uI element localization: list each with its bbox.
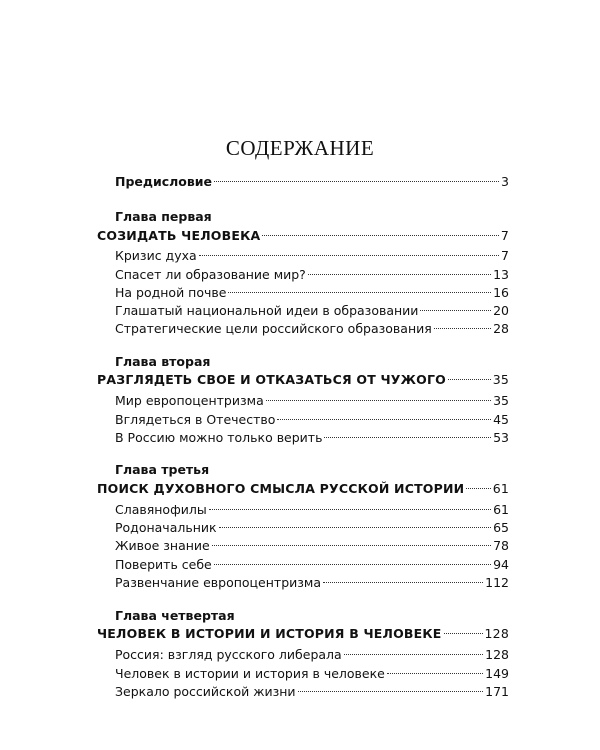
toc-entry-page: 7 [501,248,509,263]
toc-entry-section[interactable] [115,265,509,285]
chapter-title: РАЗГЛЯДЕТЬ СВОЕ И ОТКАЗАТЬСЯ ОТ ЧУЖОГО [97,372,446,387]
toc-entry-page: 112 [485,575,509,590]
toc-entry-section[interactable] [115,555,509,575]
dot-leader [266,400,491,401]
toc-entry-page: 149 [485,666,509,681]
toc-entry-label: Стратегические цели российского образования [115,321,432,336]
toc-entry-section[interactable] [115,428,509,448]
toc-entry-page: 35 [492,372,509,387]
dot-leader [219,527,492,528]
toc-entry-label: Глашатый национальной идеи в образовании [115,303,419,318]
page-title: СОДЕРЖАНИЕ [225,136,375,160]
dot-leader [277,419,491,420]
toc-entry-page: 16 [493,285,509,300]
toc-entry-page: 7 [500,228,509,243]
dot-leader [214,181,499,182]
toc-entry-page: 78 [493,538,509,553]
toc-entry-section[interactable] [115,319,509,339]
toc-entry-section[interactable] [115,391,509,411]
toc-entry-chapter-4[interactable] [97,624,509,644]
dot-leader [324,437,491,438]
toc-entry-label: Вглядеться в Отечество [115,412,276,427]
toc-entry-page: 53 [493,430,509,445]
dot-leader [199,255,499,256]
chapter-title: ЧЕЛОВЕК В ИСТОРИИ И ИСТОРИЯ В ЧЕЛОВЕКЕ [97,626,442,641]
dot-leader [344,654,483,655]
dot-leader [212,545,491,546]
toc-entry-label: Россия: взгляд русского либерала [115,647,342,662]
toc-entry-section[interactable] [115,645,509,665]
toc-entry-label: Поверить себе [115,557,212,572]
dot-leader [448,379,491,380]
toc-entry-chapter-1[interactable] [97,226,509,246]
dot-leader [298,691,484,692]
toc-entry-preface[interactable] [115,172,509,192]
toc-entry-page: 28 [493,321,509,336]
toc-entry-label: Родоначальник [115,520,217,535]
toc-entry-label: В Россию можно только верить [115,430,323,445]
chapter-title: ПОИСК ДУХОВНОГО СМЫСЛА РУССКОЙ ИСТОРИИ [97,481,465,496]
toc-entry-page: 3 [501,174,509,189]
dot-leader [323,582,483,583]
dot-leader [228,292,491,293]
chapter-label: Глава четвертая [115,608,235,623]
toc-entry-page: 61 [493,502,509,517]
toc-entry-label: На родной почве [115,285,227,300]
toc-entry-section[interactable] [115,518,509,538]
toc-entry-label: Кризис духа [115,248,197,263]
dot-leader [209,509,491,510]
toc-entry-section[interactable] [115,246,509,266]
toc-entry-section[interactable] [115,283,509,303]
toc-entry-page: 171 [485,684,509,699]
chapter-label: Глава вторая [115,354,211,369]
dot-leader [434,328,491,329]
toc-entry-section[interactable] [115,410,509,430]
toc-entry-chapter-2[interactable] [97,370,509,390]
toc-entry-section[interactable] [115,682,509,702]
toc-entry-section[interactable] [115,664,509,684]
dot-leader [420,310,491,311]
dot-leader [444,633,483,634]
toc-entry-section[interactable] [115,500,509,520]
toc-entry-section[interactable] [115,573,509,593]
toc-entry-label: Славянофилы [115,502,207,517]
dot-leader [308,274,491,275]
toc-entry-page: 20 [493,303,509,318]
toc-entry-label: Развенчание европоцентризма [115,575,321,590]
toc-entry-page: 45 [493,412,509,427]
toc-entry-section[interactable] [115,536,509,556]
toc-entry-page: 65 [493,520,509,535]
toc-entry-section[interactable] [115,301,509,321]
toc-entry-label: Человек в истории и история в человеке [115,666,385,681]
dot-leader [387,673,483,674]
toc-entry-page: 13 [493,267,509,282]
toc-entry-label: Зеркало российской жизни [115,684,296,699]
toc-entry-page: 35 [493,393,509,408]
dot-leader [466,488,490,489]
toc-entry-page: 61 [492,481,509,496]
chapter-label: Глава первая [115,209,212,224]
toc-entry-page: 128 [485,647,509,662]
toc-entry-chapter-3[interactable] [97,479,509,499]
toc-entry-label: Предисловие [115,174,213,189]
toc-entry-label: Спасет ли образование мир? [115,267,306,282]
dot-leader [214,564,491,565]
toc-entry-label: Живое знание [115,538,210,553]
toc-entry-page: 128 [484,626,509,641]
toc-entry-label: Мир европоцентризма [115,393,264,408]
dot-leader [262,235,498,236]
toc-entry-page: 94 [493,557,509,572]
chapter-label: Глава третья [115,462,210,477]
chapter-title: СОЗИДАТЬ ЧЕЛОВЕКА [97,228,261,243]
